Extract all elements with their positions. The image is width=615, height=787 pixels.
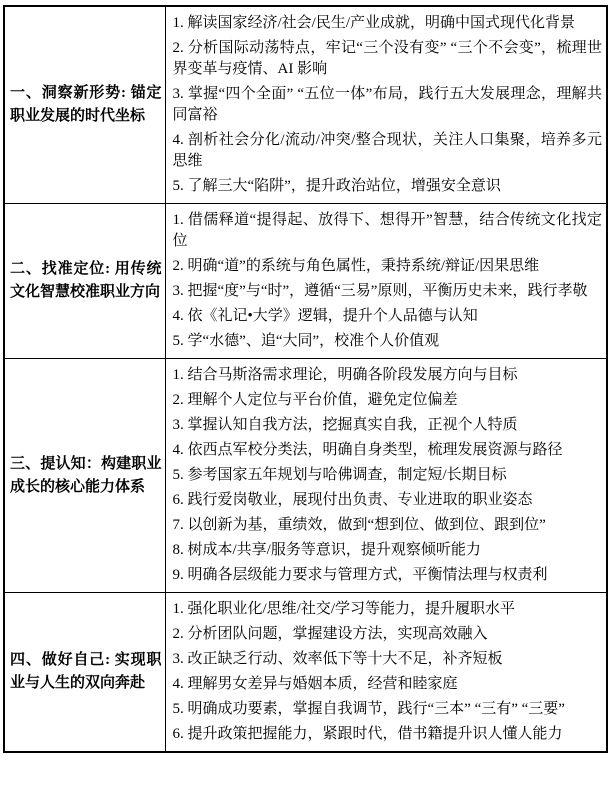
list-item: 5. 参考国家五年规划与哈佛调查，制定短/长期目标 — [172, 467, 507, 483]
list-item: 1. 强化职业化/思维/社交/学习等能力，提升履职水平 — [172, 601, 516, 617]
table-row-2 — [4, 204, 607, 359]
row-items-3 — [165, 359, 607, 593]
row-items-4 — [165, 593, 607, 753]
list-item: 5. 明确成功要素，掌握自我调节，践行“三本” “三有” “三要” — [172, 701, 565, 717]
row-header-4: 四、做好自己: 实现职业与人生的双向奔赴 — [4, 593, 165, 753]
row-header-2: 二、找准定位: 用传统文化智慧校准职业方向 — [4, 204, 165, 359]
list-item: 5. 了解三大“陷阱”，提升政治站位，增强安全意识 — [172, 178, 501, 194]
list-item: 9. 明确各层级能力要求与管理方式，平衡情法理与权责利 — [172, 567, 548, 583]
table-row-3 — [4, 359, 607, 593]
row-header-1: 一、洞察新形势: 锚定职业发展的时代坐标 — [4, 6, 165, 204]
course-outline-table — [3, 5, 608, 753]
list-item: 4. 依西点军校分类法，明确自身类型，梳理发展资源与路径 — [172, 442, 563, 458]
list-item: 4. 理解男女差异与婚姻本质，经营和睦家庭 — [172, 676, 458, 692]
list-item: 3. 改正缺乏行动、效率低下等十大不足，补齐短板 — [172, 651, 503, 667]
table-row-4 — [4, 593, 607, 753]
list-item: 3. 把握“度”与“时”，遵循“三易”原则，平衡历史未来，践行孝敬 — [172, 283, 588, 299]
list-item: 2. 分析国际动荡特点，牢记“三个没有变” “三个不会变”，梳理世界变革与疫情、AI 影响 — [172, 40, 602, 77]
list-item: 4. 依《礼记•大学》逻辑，提升个人品德与认知 — [172, 308, 478, 324]
list-item: 1. 解读国家经济/社会/民生/产业成就，明确中国式现代化背景 — [172, 15, 576, 31]
list-item: 6. 提升政策把握能力，紧跟时代，借书籍提升识人懂人能力 — [172, 726, 563, 742]
list-item: 3. 掌握认知自我方法，挖掘真实自我，正视个人特质 — [172, 417, 518, 433]
list-item: 2. 分析团队问题，掌握建设方法，实现高效融入 — [172, 626, 488, 642]
list-item: 6. 践行爱岗敬业，展现付出负责、专业进取的职业姿态 — [172, 492, 533, 508]
table-row-1 — [4, 6, 607, 204]
list-item: 3. 掌握“四个全面” “五位一体”布局，践行五大发展理念，理解共同富裕 — [172, 86, 602, 123]
row-header-3: 三、提认知：构建职业成长的核心能力体系 — [4, 359, 165, 593]
list-item: 8. 树成本/共享/服务等意识，提升观察倾听能力 — [172, 542, 481, 558]
list-item: 1. 结合马斯洛需求理论，明确各阶段发展方向与目标 — [172, 367, 518, 383]
list-item: 2. 明确“道”的系统与角色属性，秉持系统/辩证/因果思维 — [172, 258, 540, 274]
list-item: 4. 剖析社会分化/流动/冲突/整合现状，关注人口集聚，培养多元思维 — [172, 132, 602, 169]
list-item: 7. 以创新为基，重绩效，做到“想到位、做到位、跟到位” — [172, 517, 546, 533]
list-item: 1. 借儒释道“提得起、放得下、想得开”智慧，结合传统文化找定位 — [172, 212, 602, 249]
row-items-1 — [165, 6, 607, 204]
row-items-2 — [165, 204, 607, 359]
list-item: 2. 理解个人定位与平台价值，避免定位偏差 — [172, 392, 458, 408]
list-item: 5. 学“水德”、追“大同”，校准个人价值观 — [172, 333, 440, 349]
